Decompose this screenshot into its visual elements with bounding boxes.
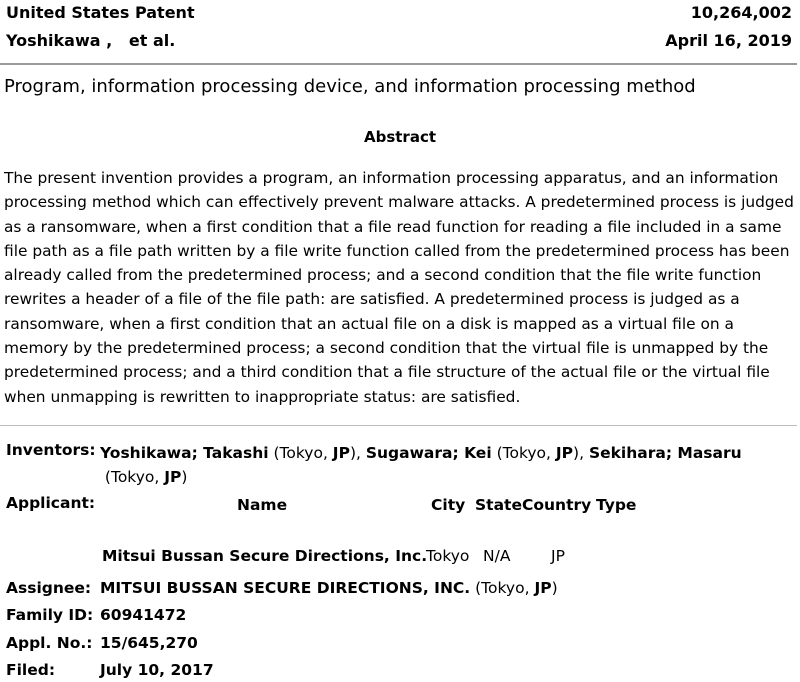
family-id-label: Family ID: — [6, 606, 94, 624]
patent-title: Program, information processing device, and information processing method — [4, 76, 696, 97]
inventor-short: Yoshikawa , et al. — [6, 31, 176, 50]
applicant-col-name: Name — [237, 496, 288, 514]
inventors-label: Inventors: — [6, 441, 96, 459]
filed-value: July 10, 2017 — [100, 661, 214, 679]
assignee-name: MITSUI BUSSAN SECURE DIRECTIONS, INC. — [100, 579, 471, 597]
inventor-city: Tokyo — [502, 444, 547, 462]
inventor-country: JP — [164, 468, 182, 486]
filed-label: Filed: — [6, 661, 56, 679]
applicant-col-state: State — [475, 496, 522, 514]
inventor-city: Tokyo — [110, 468, 155, 486]
applicant-label: Applicant: — [6, 494, 96, 512]
header-divider — [0, 63, 797, 65]
assignee-label: Assignee: — [6, 579, 92, 597]
assignee-city: Tokyo — [481, 579, 525, 597]
patent-date: April 16, 2019 — [665, 31, 792, 50]
inventor-country: JP — [555, 444, 574, 462]
family-id-value: 60941472 — [100, 606, 187, 624]
abstract-text: The present invention provides a program, an information processing apparatus, and an information processing method which can effectively prevent malware attacks. A predetermined process is judged as a ransomware, when a first condition that a file read function for reading a file included in a same file path as a file path written by a file write function called from the predetermined process has been already called from the predetermined process; and a second condition that the file write function rewrites a header of a file of the file path: are satisfied. A predetermined process is judged as a ransomware, when a first condition that an actual file on a disk is mapped as a virtual file on a memory by the predetermined process; a second condition that the virtual file is unmapped by the predetermined process; and a third condition that a file structure of the actual file or the virtual file when unmapping is rewritten to inappropriate status: are satisfied. — [4, 169, 794, 406]
inventor-name: Yoshikawa; Takashi — [100, 444, 269, 462]
section-divider — [0, 425, 797, 426]
inventor-name: Sugawara; Kei — [365, 444, 492, 462]
appl-no-value: 15/645,270 — [100, 634, 198, 652]
inventor-country: JP — [332, 444, 350, 462]
abstract-heading: Abstract — [363, 128, 437, 146]
patent-label: United States Patent — [6, 3, 195, 22]
inventor-name: Sekihara; Masaru — [588, 444, 742, 462]
inventor-city: Tokyo — [279, 444, 323, 462]
applicant-state: N/A — [483, 547, 511, 565]
applicant-country: JP — [551, 547, 565, 565]
inventors-value: Yoshikawa; Takashi (Tokyo, JP), Sugawara; Kei (Tokyo, JP), Sekihara; Masaru (Tokyo, JP) — [100, 444, 742, 486]
applicant-col-country: Country — [522, 496, 592, 514]
patent-number: 10,264,002 — [690, 3, 792, 22]
applicant-name: Mitsui Bussan Secure Directions, Inc. — [102, 547, 428, 565]
applicant-col-type: Type — [596, 496, 637, 514]
applicant-city: Tokyo — [426, 547, 470, 565]
assignee-country: JP — [534, 579, 552, 597]
appl-no-label: Appl. No.: — [6, 634, 93, 652]
applicant-col-city: City — [431, 496, 466, 514]
assignee-value: MITSUI BUSSAN SECURE DIRECTIONS, INC. (Tokyo, JP) — [100, 579, 558, 597]
